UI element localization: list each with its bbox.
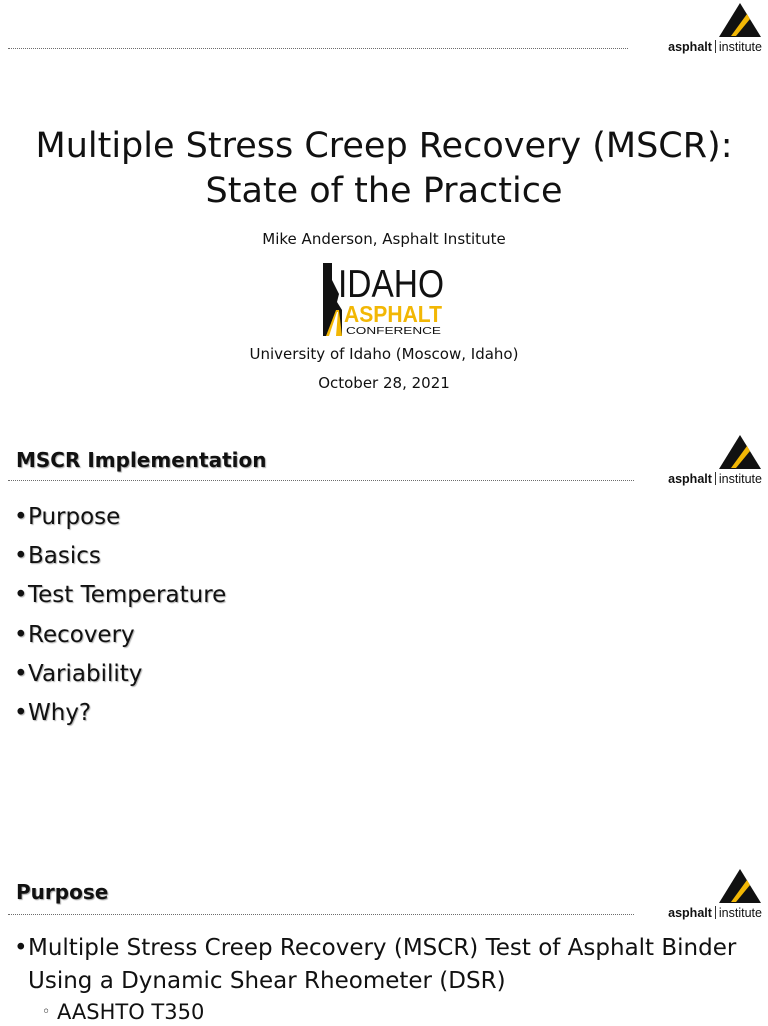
- brand-light: institute: [718, 472, 762, 486]
- sub-list-item: ◦ AASHTO T350: [42, 1000, 205, 1024]
- slide-title: [0, 124, 768, 214]
- list-item: •Purpose: [14, 504, 121, 530]
- date-line: October 28, 2021: [318, 374, 450, 392]
- list-item: •Recovery: [14, 621, 135, 648]
- purpose-slide: [0, 862, 768, 1024]
- asphalt-institute-logo: [632, 434, 762, 486]
- venue-line: University of Idaho (Moscow, Idaho): [249, 345, 519, 363]
- triangle-logo-icon: [718, 868, 762, 904]
- svg-text:ASPHALT: ASPHALT: [344, 301, 442, 327]
- title-slide: [0, 0, 768, 420]
- svg-text:IDAHO: IDAHO: [338, 263, 444, 306]
- brand-bold: asphalt: [668, 472, 712, 486]
- asphalt-institute-logo: [632, 2, 762, 54]
- svg-text:CONFERENCE: CONFERENCE: [346, 326, 442, 337]
- header-dotted-rule: [8, 914, 634, 915]
- asphalt-institute-logo: [632, 868, 762, 920]
- slide-title-line2: State of the Practice: [205, 171, 563, 211]
- list-item: •Basics: [14, 543, 101, 570]
- author-line: Mike Anderson, Asphalt Institute: [262, 230, 506, 248]
- header-dotted-rule: [8, 48, 628, 49]
- slide-heading: Purpose: [16, 880, 109, 904]
- idaho-asphalt-conference-logo: [322, 260, 446, 338]
- header-dotted-rule: [8, 480, 634, 481]
- triangle-logo-icon: [718, 2, 762, 38]
- purpose-bullet-text: Multiple Stress Creep Recovery (MSCR) Test of Asphalt Binder Using a Dynamic Shear Rheometer (DSR): [28, 935, 737, 994]
- list-item: •Variability: [14, 660, 143, 687]
- list-item: •Why?: [14, 700, 92, 727]
- implementation-slide: [0, 430, 768, 850]
- brand-light: institute: [718, 906, 762, 920]
- list-item: •Test Temperature: [14, 582, 227, 609]
- slide-title-line1: Multiple Stress Creep Recovery (MSCR):: [35, 126, 733, 166]
- slide-heading: MSCR Implementation: [16, 448, 267, 472]
- list-item: • Multiple Stress Creep Recovery (MSCR) Test of Asphalt Binder Using a Dynamic Shear Rheometer (DSR): [14, 932, 754, 998]
- triangle-logo-icon: [718, 434, 762, 470]
- topic-list: [14, 498, 226, 733]
- brand-bold: asphalt: [668, 40, 712, 54]
- brand-light: institute: [718, 40, 762, 54]
- brand-bold: asphalt: [668, 906, 712, 920]
